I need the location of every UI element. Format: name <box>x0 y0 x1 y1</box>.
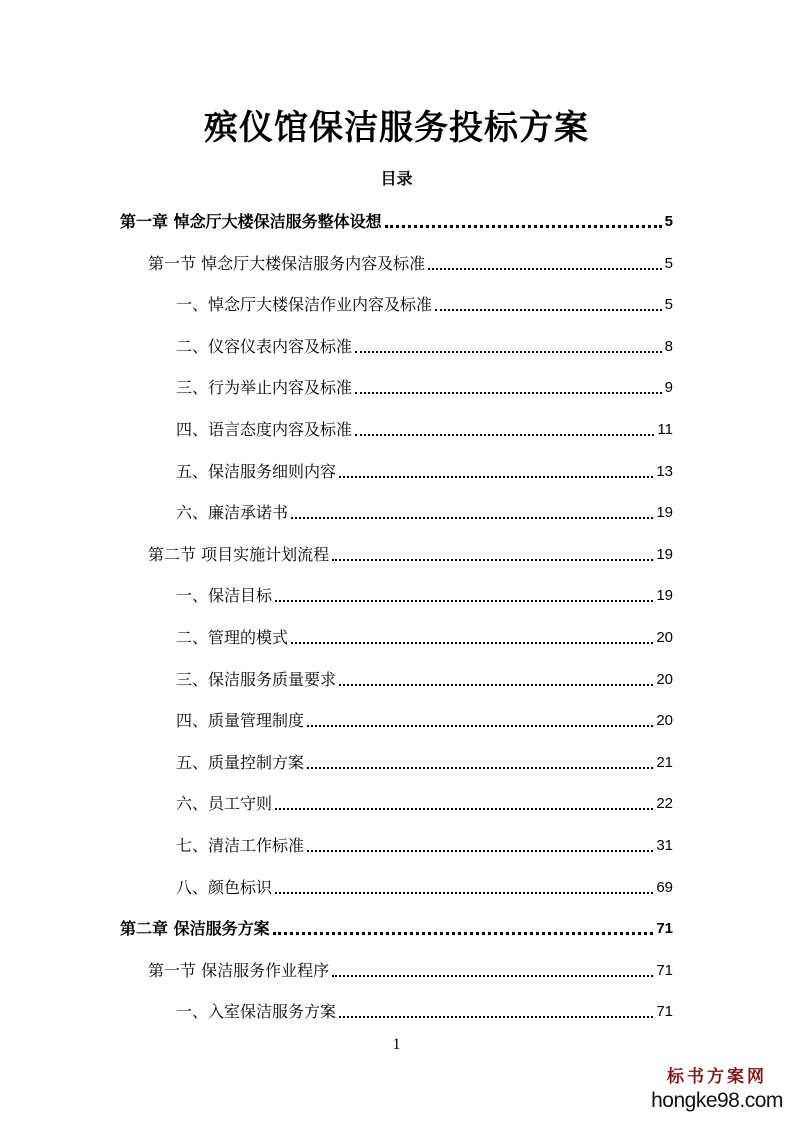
toc-entry-label: 第二章 保洁服务方案 <box>120 919 270 938</box>
toc-entry-section[interactable] <box>148 540 673 566</box>
toc-entry-item[interactable] <box>176 290 673 316</box>
toc-entry-page-number: 19 <box>656 504 673 521</box>
toc-dot-leader <box>428 268 662 270</box>
toc-entry-item[interactable] <box>176 789 673 815</box>
toc-entry-label: 第一章 悼念厅大楼保洁服务整体设想 <box>120 212 382 231</box>
toc-entry-page-number: 20 <box>656 671 673 688</box>
toc-dot-leader <box>275 892 653 894</box>
toc-entry-page-number: 21 <box>656 754 673 771</box>
toc-entry-label: 六、员工守则 <box>176 794 273 813</box>
toc-entry-label: 一、保洁目标 <box>176 586 273 605</box>
toc-entry-label: 七、清洁工作标准 <box>176 836 305 855</box>
toc-entry-page-number: 22 <box>656 795 673 812</box>
toc-entry-page-number: 20 <box>656 712 673 729</box>
toc-entry-label: 第二节 项目实施计划流程 <box>148 545 330 564</box>
toc-entry-page-number: 71 <box>656 962 673 979</box>
toc-entry-page-number: 19 <box>656 587 673 604</box>
toc-entry-section[interactable] <box>148 956 673 982</box>
toc-entry-page-number: 9 <box>664 379 673 396</box>
toc-entry-page-number: 19 <box>656 546 673 563</box>
toc-dot-leader <box>355 392 662 394</box>
toc-entry-chapter[interactable] <box>120 207 673 233</box>
toc-entry-page-number: 20 <box>656 629 673 646</box>
toc-entry-page-number: 11 <box>657 421 673 438</box>
toc-dot-leader <box>332 975 653 977</box>
toc-entry-item[interactable] <box>176 581 673 607</box>
toc-entry-label: 八、颜色标识 <box>176 878 273 897</box>
toc-dot-leader <box>339 476 653 478</box>
toc-dot-leader <box>435 309 662 311</box>
toc-entry-page-number: 13 <box>656 463 673 480</box>
toc-dot-leader <box>307 850 653 852</box>
toc-entry-label: 第一节 保洁服务作业程序 <box>148 961 330 980</box>
toc-entry-item[interactable] <box>176 706 673 732</box>
toc-heading: 目录 <box>380 169 413 188</box>
toc-entry-page-number: 31 <box>656 837 673 854</box>
toc-entry-label: 三、保洁服务质量要求 <box>176 670 337 689</box>
toc-entry-label: 四、语言态度内容及标准 <box>176 420 353 439</box>
toc-entry-label: 三、行为举止内容及标准 <box>176 378 353 397</box>
toc-dot-leader <box>291 642 653 644</box>
toc-entry-section[interactable] <box>148 249 673 275</box>
toc-entry-item[interactable] <box>176 415 673 441</box>
toc-dot-leader <box>307 767 653 769</box>
toc-entry-item[interactable] <box>176 665 673 691</box>
toc-entry-page-number: 5 <box>664 255 673 272</box>
toc-entry-item[interactable] <box>176 997 673 1023</box>
toc-dot-leader <box>273 932 654 935</box>
toc-entry-item[interactable] <box>176 831 673 857</box>
toc-dot-leader <box>275 600 653 602</box>
toc-dot-leader <box>385 225 662 228</box>
toc-entry-item[interactable] <box>176 373 673 399</box>
toc-entry-label: 一、悼念厅大楼保洁作业内容及标准 <box>176 295 433 314</box>
toc-entry-page-number: 5 <box>664 213 673 230</box>
toc-entry-label: 第一节 悼念厅大楼保洁服务内容及标准 <box>148 254 426 273</box>
toc-entry-item[interactable] <box>176 332 673 358</box>
toc-entry-page-number: 71 <box>656 1003 673 1020</box>
document-title: 殡仪馆保洁服务投标方案 <box>204 108 589 148</box>
toc-entry-label: 五、质量控制方案 <box>176 753 305 772</box>
toc-dot-leader <box>307 725 653 727</box>
watermark-site-name: 标书方案网 <box>667 1067 767 1086</box>
toc-entry-page-number: 69 <box>656 879 673 896</box>
toc-entry-label: 二、仪容仪表内容及标准 <box>176 337 353 356</box>
toc-dot-leader <box>355 351 662 353</box>
toc-dot-leader <box>275 808 653 810</box>
toc-entry-label: 二、管理的模式 <box>176 628 289 647</box>
toc-dot-leader <box>291 517 653 519</box>
toc-dot-leader <box>339 684 653 686</box>
toc-entry-label: 六、廉洁承诺书 <box>176 503 289 522</box>
toc-entry-chapter[interactable] <box>120 914 673 940</box>
toc-entry-item[interactable] <box>176 623 673 649</box>
toc-dot-leader <box>339 1016 653 1018</box>
toc-entry-page-number: 71 <box>656 920 673 937</box>
toc-dot-leader <box>332 559 653 561</box>
toc-entry-item[interactable] <box>176 498 673 524</box>
toc-entry-page-number: 8 <box>664 338 673 355</box>
watermark <box>647 1066 787 1114</box>
toc-entry-item[interactable] <box>176 457 673 483</box>
toc-dot-leader <box>355 434 654 436</box>
toc-entry-item[interactable] <box>176 748 673 774</box>
toc-entry-label: 四、质量管理制度 <box>176 711 305 730</box>
toc-entry-item[interactable] <box>176 873 673 899</box>
page-number: 1 <box>392 1036 401 1053</box>
toc-entry-page-number: 5 <box>664 296 673 313</box>
toc-entry-label: 五、保洁服务细则内容 <box>176 462 337 481</box>
toc-entry-label: 一、入室保洁服务方案 <box>176 1002 337 1021</box>
watermark-url: hongke98.com <box>651 1089 783 1112</box>
